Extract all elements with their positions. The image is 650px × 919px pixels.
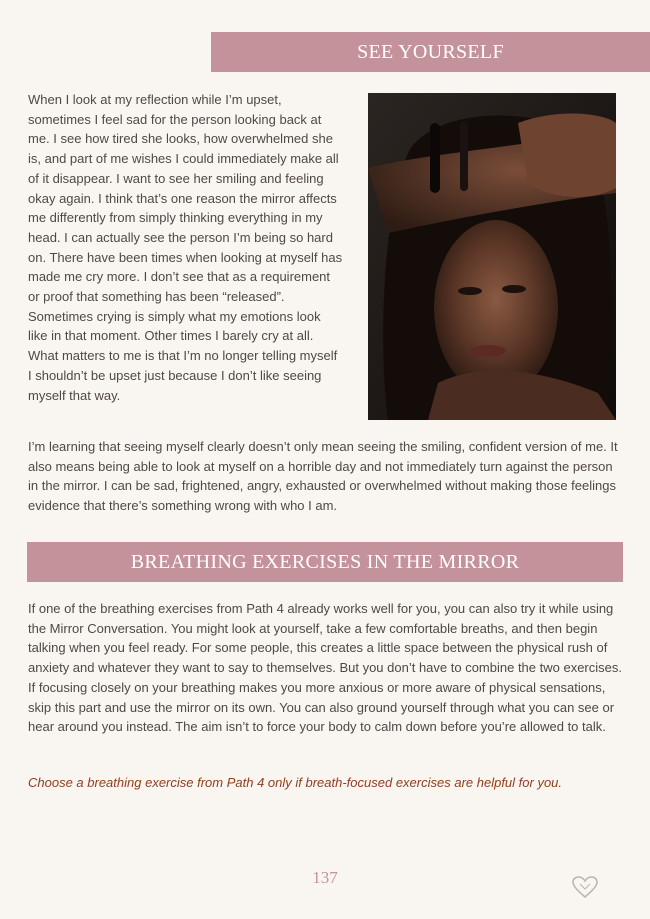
body-paragraph: I’m learning that seeing myself clearly doesn’t only mean seeing the smiling, confident version of me. It also means being able to look at myself on a horrible day and not immediately turn against the person in the mirror. I can be sad, frightened, angry, exhausted or overwhelmed without making those feelings evidence that there’s something wrong with who I am. (28, 439, 618, 514)
section-heading-text: SEE YOURSELF (357, 40, 504, 63)
section-heading-breathing-exercises (27, 542, 623, 582)
page-number: 137 (312, 868, 338, 887)
body-paragraph: If one of the breathing exercises from Path 4 already works well for you, you can also try it while using the Mirror Conversation. You might look at yourself, take a few comfortable breaths, and then begin talking when you feel ready. For some people, this creates a little space between the physical rush of anxiety and whatever they want to say to themselves. But you don’t have to combine the two exercises. If focusing closely on your breathing makes you more anxious or more aware of physical sensations, skip this part and use the mirror on its own. You can also ground yourself through what you can see or hear around you instead. The aim isn’t to force your body to calm down before you’re allowed to talk. (28, 601, 622, 735)
heart-icon (572, 876, 598, 898)
portrait-photo (368, 93, 616, 420)
section-heading-text: BREATHING EXERCISES IN THE MIRROR (130, 550, 520, 573)
section-heading-see-yourself (211, 32, 650, 72)
body-paragraph: When I look at my reflection while I’m upset, sometimes I feel sad for the person looking back at me. I see how tired she looks, how overwhelmed she is, and part of me wishes I could immediately make all of it disappear. I want to see her smiling and feeling okay again. I think that’s one reason the mirror affects me differently from simply thinking everything in my head. I can actually see the person I’m being so hard on. There have been times when looking at myself has made me cry more. I don’t see that as a requirement or proof that something has been “released”. Sometimes crying is simply what my emotions look like in that moment. Other times I barely cry at all. What matters to me is that I’m no longer telling myself I shouldn’t be upset just because I don’t like seeing myself that way. (28, 92, 343, 403)
callout-text: Choose a breathing exercise from Path 4 only if breath-focused exercises are helpful for you. (28, 775, 563, 790)
